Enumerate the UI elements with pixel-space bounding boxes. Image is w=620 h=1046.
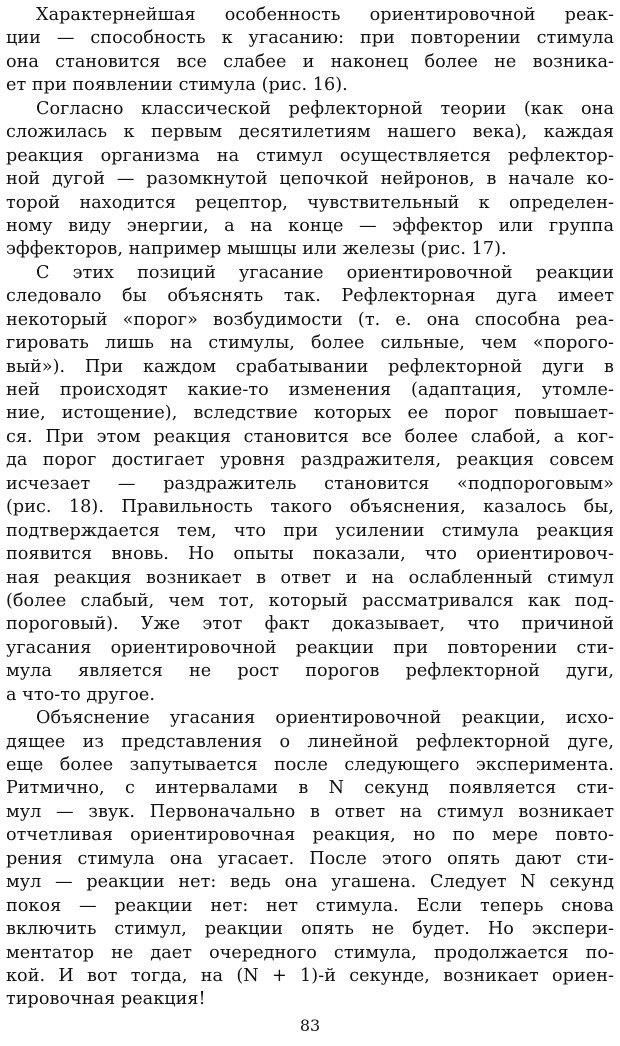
- text-line: некоторый «порог» возбудимости (т. е. она способна реа-: [6, 309, 614, 330]
- text-line: ции — способность к угасанию: при повторении стимула: [6, 28, 614, 49]
- text-line: ная реакция возникает в ответ и на ослабленный стимул: [6, 567, 614, 588]
- text-line: дящее из представления о линейной рефлекторной дуге,: [6, 731, 614, 752]
- text-line: да порог достигает уровня раздражителя, реакция совсем: [6, 450, 614, 471]
- text-line: ние, истощение), вследствие которых ее порог повышает-: [6, 403, 614, 424]
- text-line: следовало бы объяснять так. Рефлекторная дуга имеет: [6, 286, 614, 307]
- text-line: еще более запутывается после следующего эксперимента.: [6, 755, 614, 775]
- text-line: ному виду энергии, а на конце — эффектор или группа: [6, 215, 614, 236]
- text-line: покоя — реакции нет: нет стимула. Если теперь снова: [6, 895, 614, 916]
- text-line: мул — звук. Первоначально в ответ на стимул возникает: [6, 801, 614, 822]
- body-text: [6, 4, 614, 1012]
- text-line: Характернейшая особенность ориентировочной реак-: [36, 5, 614, 25]
- text-line: появится вновь. Но опыты показали, что ориентировоч-: [6, 544, 614, 565]
- text-line: включить стимул, реакции опять не будет. Но экспери-: [6, 919, 614, 940]
- text-line: ся. При этом реакция становится все более слабой, а ког-: [6, 426, 614, 447]
- text-line: реакция организма на стимул осуществляется рефлектор-: [6, 145, 614, 166]
- text-line: (более слабый, чем тот, который рассматривался как под-: [6, 590, 614, 611]
- text-line: кой. И вот тогда, на (N + 1)-й секунде, возникает ориен-: [6, 965, 614, 986]
- text-line: а что-то другое.: [6, 684, 155, 705]
- text-line: гировать лишь на стимулы, более сильные, чем «порого-: [6, 333, 614, 354]
- text-line: Ритмично, с интервалами в N секунд появляется сти-: [6, 778, 614, 799]
- text-line: (рис. 18). Правильность такого объяснения, казалось бы,: [6, 497, 614, 518]
- text-line: пороговый). Уже этот факт доказывает, что причиной: [6, 614, 614, 635]
- text-line: эффекторов, например мышцы или железы (рис. 17).: [6, 239, 507, 260]
- text-line: сложилась к первым десятилетиям нашего века), каждая: [6, 122, 614, 143]
- text-line: ней происходят какие-то изменения (адаптация, утомле-: [6, 380, 614, 400]
- paragraph: [6, 262, 614, 707]
- text-line: исчезает — раздражитель становится «подпороговым»: [6, 473, 614, 494]
- text-line: ментатор не дает очередного стимула, продолжается по-: [6, 942, 614, 963]
- text-line: подтверждается тем, что при усилении стимула реакция: [6, 520, 614, 541]
- text-line: мула является не рост порогов рефлекторной дуги,: [6, 661, 614, 682]
- paragraph: [6, 4, 614, 98]
- text-line: вый»). При каждом срабатывании рефлекторной дуги в: [6, 356, 614, 377]
- text-line: тировочная реакция!: [6, 989, 206, 1010]
- text-line: угасания ориентировочной реакции при повторении сти-: [6, 637, 614, 658]
- paragraph: [6, 98, 614, 262]
- paragraph: [6, 707, 614, 1012]
- text-line: торой находится рецептор, чувствительный к определен-: [6, 192, 614, 213]
- text-line: ет при появлении стимула (рис. 16).: [6, 75, 348, 96]
- text-line: она становится все слабее и наконец более не возника-: [6, 51, 614, 72]
- text-line: рения стимула она угасает. После этого опять дают сти-: [6, 848, 614, 869]
- page-number: 83: [299, 1016, 321, 1035]
- text-line: С этих позиций угасание ориентировочной реакции: [36, 262, 614, 283]
- text-line: мул — реакции нет: ведь она угашена. Следует N секунд: [6, 872, 614, 893]
- text-line: Объяснение угасания ориентировочной реакции, исхо-: [36, 708, 614, 729]
- text-line: ной дугой — разомкнутой цепочкой нейронов, в начале ко-: [6, 169, 614, 190]
- text-line: Согласно классической рефлекторной теории (как она: [36, 98, 614, 119]
- text-line: отчетливая ориентировочная реакция, но по мере повто-: [6, 825, 614, 846]
